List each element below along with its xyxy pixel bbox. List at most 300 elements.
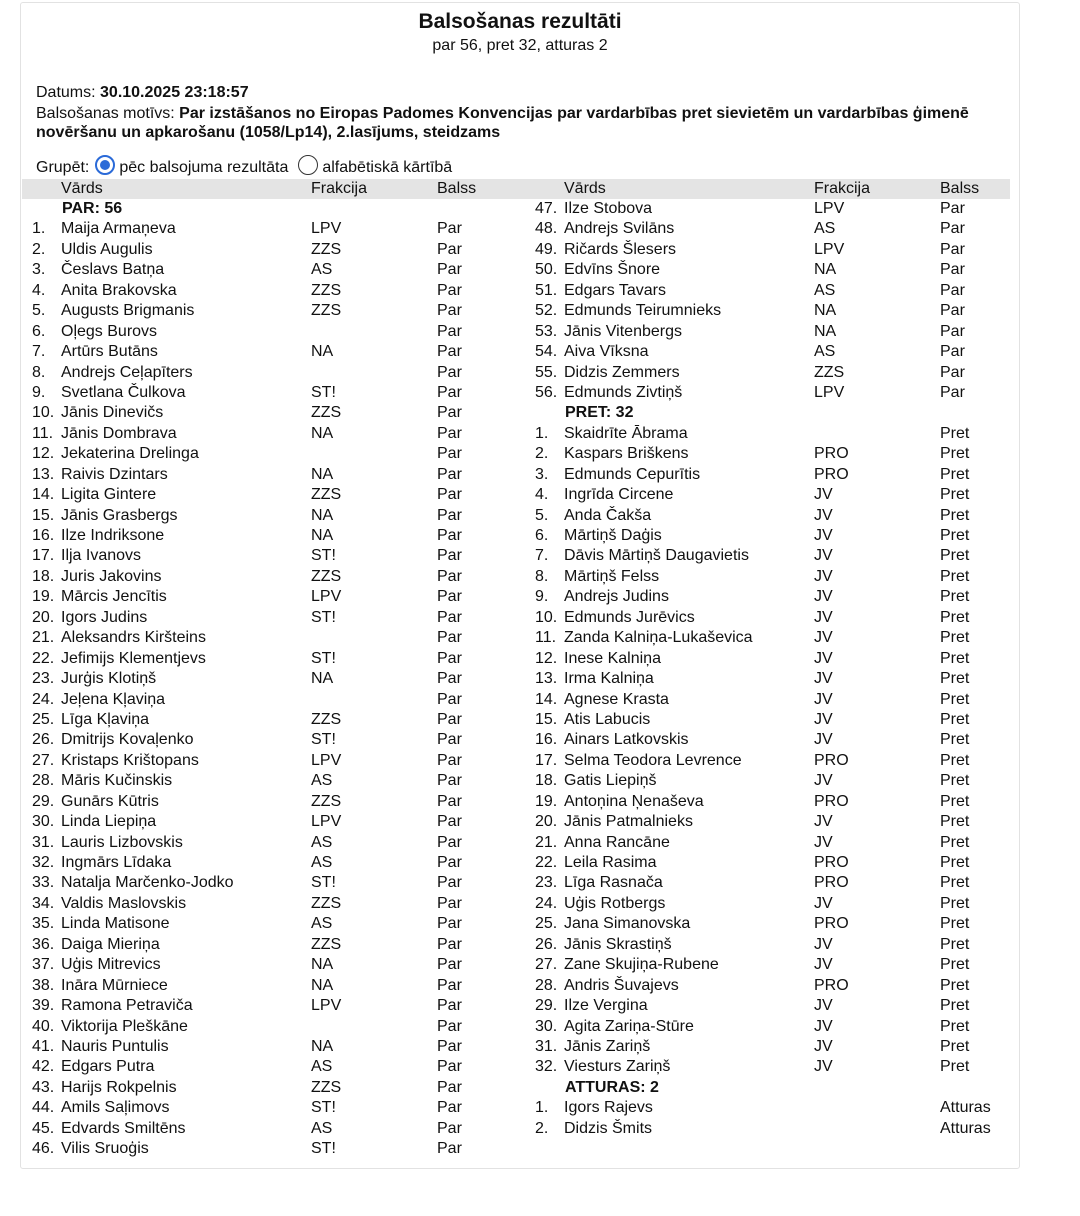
row-number: 31.	[32, 833, 55, 851]
member-vote: Par	[437, 813, 462, 831]
member-vote: Par	[437, 547, 462, 565]
group-header	[32, 199, 512, 219]
row-number: 11.	[535, 629, 557, 647]
member-name: Agnese Krasta	[564, 690, 669, 708]
table-row	[32, 485, 512, 505]
member-faction: ZZS	[311, 302, 342, 320]
member-vote: Par	[437, 363, 462, 381]
row-number: 15.	[32, 506, 55, 524]
radio-by-result[interactable]	[95, 155, 115, 175]
member-faction: NA	[814, 261, 837, 279]
row-number: 30.	[535, 1017, 558, 1035]
table-row	[535, 690, 1015, 710]
member-vote: Par	[437, 710, 462, 728]
table-row	[535, 199, 1015, 219]
member-name: Līga Rasnača	[564, 874, 663, 892]
member-vote: Pret	[940, 894, 970, 912]
member-faction: LPV	[814, 383, 845, 401]
table-row	[32, 444, 512, 464]
row-number: 24.	[535, 894, 558, 912]
member-faction: ZZS	[311, 281, 342, 299]
member-vote: Par	[437, 281, 462, 299]
member-vote: Pret	[940, 547, 970, 565]
member-name: Jānis Grasbergs	[61, 506, 178, 524]
member-name: Ligita Gintere	[61, 486, 157, 504]
row-number: 41.	[32, 1037, 55, 1055]
member-faction: JV	[814, 935, 833, 953]
member-faction: LPV	[311, 997, 342, 1015]
row-number: 10.	[535, 608, 558, 626]
row-number: 6.	[535, 527, 549, 544]
member-vote: Pret	[940, 792, 970, 810]
table-row	[535, 608, 1015, 628]
member-name: Artūrs Butāns	[61, 343, 158, 361]
member-vote: Pret	[940, 506, 970, 524]
member-faction: NA	[311, 976, 334, 994]
member-name: Kristaps Krištopans	[61, 751, 199, 769]
member-vote: Par	[437, 506, 462, 524]
table-row	[32, 710, 512, 730]
member-faction: JV	[814, 1037, 833, 1055]
member-name: Mārtiņš Daģis	[564, 527, 662, 544]
member-faction: PRO	[814, 465, 849, 483]
table-row	[32, 260, 512, 280]
group-title: PAR: 56	[62, 200, 123, 217]
member-vote: Pret	[940, 710, 970, 728]
member-vote: Pret	[940, 608, 970, 626]
table-row	[535, 506, 1015, 526]
member-name: Maija Armaņeva	[61, 220, 176, 238]
row-number: 2.	[32, 240, 46, 258]
member-vote: Par	[437, 894, 462, 912]
member-vote: Par	[940, 322, 965, 340]
member-name: Jānis Vitenbergs	[564, 322, 682, 340]
member-name: Ingrīda Circene	[564, 486, 674, 504]
table-row	[535, 894, 1015, 914]
member-faction: AS	[311, 854, 333, 871]
table-row	[32, 546, 512, 566]
table-row	[535, 853, 1015, 873]
header-name-right: Vārds	[564, 180, 606, 197]
table-row	[535, 914, 1015, 934]
table-row	[535, 1037, 1015, 1057]
member-name: Nauris Puntulis	[61, 1037, 169, 1055]
table-row	[32, 526, 512, 546]
member-name: Linda Matisone	[61, 915, 170, 933]
row-number: 12.	[32, 445, 55, 463]
member-name: Linda Liepiņa	[61, 813, 157, 831]
member-vote: Par	[437, 1037, 462, 1055]
member-name: Antoņina Ņenaševa	[564, 792, 704, 810]
member-vote: Pret	[940, 567, 970, 585]
row-number: 5.	[535, 506, 549, 524]
member-name: Lauris Lizbovskis	[61, 833, 183, 851]
member-faction: ST!	[311, 608, 336, 626]
grouping-label: Grupēt:	[36, 159, 90, 176]
table-row	[32, 465, 512, 485]
member-faction: ST!	[311, 383, 336, 401]
member-name: Česlavs Batņa	[61, 261, 165, 279]
member-vote: Par	[940, 240, 965, 258]
member-vote: Pret	[940, 874, 970, 892]
member-name: Svetlana Čulkova	[61, 383, 186, 401]
table-row	[32, 873, 512, 893]
member-vote: Pret	[940, 956, 970, 974]
table-row	[32, 914, 512, 934]
table-row	[535, 301, 1015, 321]
member-faction: LPV	[311, 220, 342, 238]
member-faction: LPV	[814, 200, 845, 217]
row-number: 12.	[535, 649, 558, 667]
member-name: Anita Brakovska	[61, 281, 177, 299]
member-vote: Par	[437, 1058, 462, 1076]
member-name: Uģis Mitrevics	[61, 956, 161, 974]
member-vote: Par	[437, 649, 462, 667]
row-number: 11.	[32, 424, 54, 442]
table-row	[32, 833, 512, 853]
row-number: 49.	[535, 240, 558, 258]
row-number: 30.	[32, 813, 55, 831]
member-vote: Pret	[940, 424, 970, 442]
member-vote: Pret	[940, 670, 970, 688]
member-vote: Par	[437, 608, 462, 626]
header-name-left: Vārds	[61, 180, 103, 197]
member-vote: Atturas	[940, 1099, 991, 1117]
member-vote: Par	[437, 731, 462, 749]
member-faction: ZZS	[311, 567, 342, 585]
table-row	[32, 690, 512, 710]
table-row	[32, 649, 512, 669]
member-name: Jeļena Kļaviņa	[61, 690, 166, 708]
row-number: 15.	[535, 710, 558, 728]
radio-alphabetical[interactable]	[298, 155, 318, 175]
member-faction: AS	[311, 1119, 333, 1137]
member-faction: LPV	[311, 588, 342, 606]
motive-text-2: novēršanu un apkarošanu (1058/Lp14), 2.lasījums, steidzams	[36, 124, 501, 141]
row-number: 45.	[32, 1119, 55, 1137]
member-faction: NA	[311, 1037, 334, 1055]
member-name: Skaidrīte Ābrama	[564, 424, 688, 442]
row-number: 53.	[535, 322, 558, 340]
member-name: Ināra Mūrniece	[61, 976, 168, 994]
member-faction: NA	[311, 506, 334, 524]
table-row	[535, 219, 1015, 239]
row-number: 26.	[32, 731, 55, 749]
member-vote: Pret	[940, 1058, 970, 1076]
member-faction: AS	[311, 261, 333, 279]
table-row	[535, 792, 1015, 812]
table-row	[535, 812, 1015, 832]
member-name: Edmunds Teirumnieks	[564, 302, 722, 320]
header-vote-right: Balss	[940, 180, 980, 197]
member-vote: Par	[437, 302, 462, 320]
member-name: Andrejs Judins	[564, 588, 669, 606]
member-name: Jānis Dinevičs	[61, 404, 164, 422]
row-number: 19.	[32, 588, 55, 606]
member-vote: Pret	[940, 751, 970, 769]
member-faction: JV	[814, 813, 833, 831]
member-faction: AS	[311, 772, 333, 790]
table-row	[535, 833, 1015, 853]
member-name: Inese Kalniņa	[564, 649, 661, 667]
row-number: 28.	[535, 976, 558, 994]
member-faction: ZZS	[311, 935, 342, 953]
member-name: Līga Kļaviņa	[61, 710, 150, 728]
member-faction: ST!	[311, 547, 336, 565]
member-vote: Pret	[940, 997, 970, 1015]
member-name: Māris Kučinskis	[61, 772, 173, 790]
table-row	[32, 587, 512, 607]
member-vote: Pret	[940, 935, 970, 953]
table-row	[535, 710, 1015, 730]
table-row	[535, 240, 1015, 260]
group-header	[535, 1078, 1015, 1098]
member-vote: Par	[437, 1017, 462, 1035]
member-vote: Par	[437, 343, 462, 361]
member-faction: NA	[814, 322, 837, 340]
member-faction: PRO	[814, 915, 849, 933]
member-faction: LPV	[311, 813, 342, 831]
member-vote: Par	[437, 629, 462, 647]
table-row	[32, 281, 512, 301]
row-number: 9.	[32, 383, 46, 401]
table-row	[535, 935, 1015, 955]
member-name: Ilze Indriksone	[61, 527, 165, 544]
table-row	[535, 771, 1015, 791]
row-number: 7.	[32, 343, 46, 361]
member-vote: Par	[437, 915, 462, 933]
row-number: 25.	[535, 915, 558, 933]
member-faction: NA	[311, 527, 334, 544]
member-vote: Par	[437, 792, 462, 810]
member-name: Edgars Putra	[61, 1058, 155, 1076]
table-row	[535, 1098, 1015, 1118]
member-vote: Pret	[940, 1037, 970, 1055]
row-number: 14.	[32, 486, 55, 504]
row-number: 51.	[535, 281, 558, 299]
member-name: Aiva Vīksna	[564, 343, 649, 361]
table-row	[32, 301, 512, 321]
row-number: 47.	[535, 200, 558, 217]
member-name: Kaspars Briškens	[564, 445, 689, 463]
table-row	[32, 1078, 512, 1098]
member-faction: JV	[814, 506, 833, 524]
member-faction: LPV	[311, 751, 342, 769]
member-vote: Par	[437, 772, 462, 790]
row-number: 31.	[535, 1037, 558, 1055]
member-vote: Pret	[940, 854, 970, 871]
member-vote: Par	[437, 486, 462, 504]
row-number: 6.	[32, 322, 46, 340]
member-vote: Par	[940, 302, 965, 320]
member-name: Dmitrijs Kovaļenko	[61, 731, 194, 749]
group-header	[535, 403, 1015, 423]
member-faction: ZZS	[311, 792, 342, 810]
row-number: 24.	[32, 690, 55, 708]
member-name: Gunārs Kūtris	[61, 792, 159, 810]
member-faction: JV	[814, 670, 833, 688]
member-faction: NA	[311, 956, 334, 974]
member-vote: Par	[940, 220, 965, 238]
member-vote: Pret	[940, 690, 970, 708]
row-number: 55.	[535, 363, 558, 381]
motive-line-2	[36, 123, 500, 142]
date-label: Datums:	[36, 84, 101, 101]
row-number: 46.	[32, 1140, 55, 1158]
table-row	[32, 342, 512, 362]
member-faction: PRO	[814, 445, 849, 463]
row-number: 5.	[32, 302, 46, 320]
table-row	[535, 730, 1015, 750]
table-row	[535, 546, 1015, 566]
member-vote: Pret	[940, 588, 970, 606]
table-row	[535, 465, 1015, 485]
row-number: 21.	[32, 629, 55, 647]
row-number: 8.	[32, 363, 46, 381]
member-name: Amils Saļimovs	[61, 1099, 170, 1117]
member-vote: Par	[437, 690, 462, 708]
table-row	[32, 935, 512, 955]
row-number: 44.	[32, 1099, 55, 1117]
table-row	[32, 506, 512, 526]
date-line	[36, 83, 249, 102]
table-row	[535, 567, 1015, 587]
member-vote: Par	[940, 261, 965, 279]
member-faction: AS	[814, 281, 836, 299]
table-row	[535, 363, 1015, 383]
member-vote: Pret	[940, 772, 970, 790]
member-vote: Pret	[940, 465, 970, 483]
row-number: 19.	[535, 792, 558, 810]
table-row	[32, 730, 512, 750]
row-number: 1.	[535, 1099, 549, 1117]
member-vote: Par	[437, 1119, 462, 1137]
table-row	[32, 751, 512, 771]
member-faction: NA	[311, 465, 334, 483]
member-faction: JV	[814, 567, 833, 585]
member-faction: AS	[311, 915, 333, 933]
row-number: 35.	[32, 915, 55, 933]
member-faction: AS	[814, 220, 836, 238]
member-name: Vilis Sruoģis	[61, 1140, 149, 1158]
table-row	[535, 444, 1015, 464]
member-vote: Par	[437, 445, 462, 463]
table-row	[32, 792, 512, 812]
member-faction: NA	[311, 670, 334, 688]
row-number: 32.	[32, 854, 55, 871]
member-vote: Par	[437, 956, 462, 974]
row-number: 50.	[535, 261, 558, 279]
table-row	[535, 649, 1015, 669]
row-number: 16.	[32, 527, 55, 544]
table-row	[32, 955, 512, 975]
member-name: Andrejs Svilāns	[564, 220, 675, 238]
row-number: 17.	[535, 751, 558, 769]
member-faction: JV	[814, 833, 833, 851]
row-number: 3.	[535, 465, 549, 483]
table-row	[32, 1057, 512, 1077]
table-row	[535, 1017, 1015, 1037]
member-faction: PRO	[814, 874, 849, 892]
member-faction: NA	[311, 424, 334, 442]
member-name: Edmunds Jurēvics	[564, 608, 695, 626]
row-number: 13.	[535, 670, 558, 688]
table-row	[535, 955, 1015, 975]
member-vote: Par	[437, 854, 462, 871]
member-name: Andris Šuvajevs	[564, 976, 679, 994]
member-name: Didzis Šmits	[564, 1119, 653, 1137]
page-title: Balsošanas rezultāti	[418, 10, 622, 33]
row-number: 26.	[535, 935, 558, 953]
member-faction: JV	[814, 1017, 833, 1035]
radio-alphabetical-label[interactable]: alfabētiskā kārtībā	[322, 159, 453, 176]
row-number: 2.	[535, 445, 549, 463]
member-vote: Par	[437, 240, 462, 258]
member-name: Mārcis Jencītis	[61, 588, 167, 606]
member-faction: JV	[814, 956, 833, 974]
row-number: 1.	[32, 220, 46, 238]
row-number: 25.	[32, 710, 55, 728]
table-row	[32, 894, 512, 914]
row-number: 23.	[535, 874, 558, 892]
table-row	[535, 485, 1015, 505]
row-number: 3.	[32, 261, 46, 279]
table-row	[32, 1119, 512, 1139]
row-number: 2.	[535, 1119, 549, 1137]
row-number: 34.	[32, 894, 55, 912]
row-number: 33.	[32, 874, 55, 892]
member-faction: ZZS	[311, 486, 342, 504]
member-name: Ilze Vergina	[564, 997, 648, 1015]
table-row	[535, 669, 1015, 689]
row-number: 42.	[32, 1058, 55, 1076]
member-name: Anda Čakša	[564, 506, 652, 524]
table-row	[535, 628, 1015, 648]
right-column	[535, 199, 1015, 1139]
member-vote: Par	[437, 874, 462, 892]
table-row	[535, 873, 1015, 893]
member-vote: Pret	[940, 1017, 970, 1035]
table-row	[535, 526, 1015, 546]
table-row	[32, 1098, 512, 1118]
table-row	[535, 587, 1015, 607]
table-row	[32, 383, 512, 403]
date-value: 30.10.2025 23:18:57	[100, 84, 249, 101]
member-name: Didzis Zemmers	[564, 363, 680, 381]
radio-by-result-label[interactable]: pēc balsojuma rezultāta	[119, 159, 289, 176]
member-vote: Par	[437, 935, 462, 953]
member-vote: Pret	[940, 731, 970, 749]
member-vote: Par	[437, 1078, 462, 1096]
member-vote: Par	[437, 751, 462, 769]
row-number: 1.	[535, 424, 549, 442]
member-vote: Pret	[940, 813, 970, 831]
table-row	[535, 281, 1015, 301]
member-name: Uģis Rotbergs	[564, 894, 666, 912]
member-faction: JV	[814, 547, 833, 565]
member-name: Daiga Mieriņa	[61, 935, 160, 953]
member-name: Ramona Petraviča	[61, 997, 193, 1015]
row-number: 20.	[32, 608, 55, 626]
member-vote: Par	[437, 997, 462, 1015]
member-faction: JV	[814, 710, 833, 728]
member-faction: PRO	[814, 976, 849, 994]
member-vote: Par	[437, 404, 462, 422]
member-faction: ZZS	[311, 894, 342, 912]
member-faction: NA	[311, 343, 334, 361]
member-name: Mārtiņš Felss	[564, 567, 660, 585]
motive-line	[36, 104, 969, 123]
